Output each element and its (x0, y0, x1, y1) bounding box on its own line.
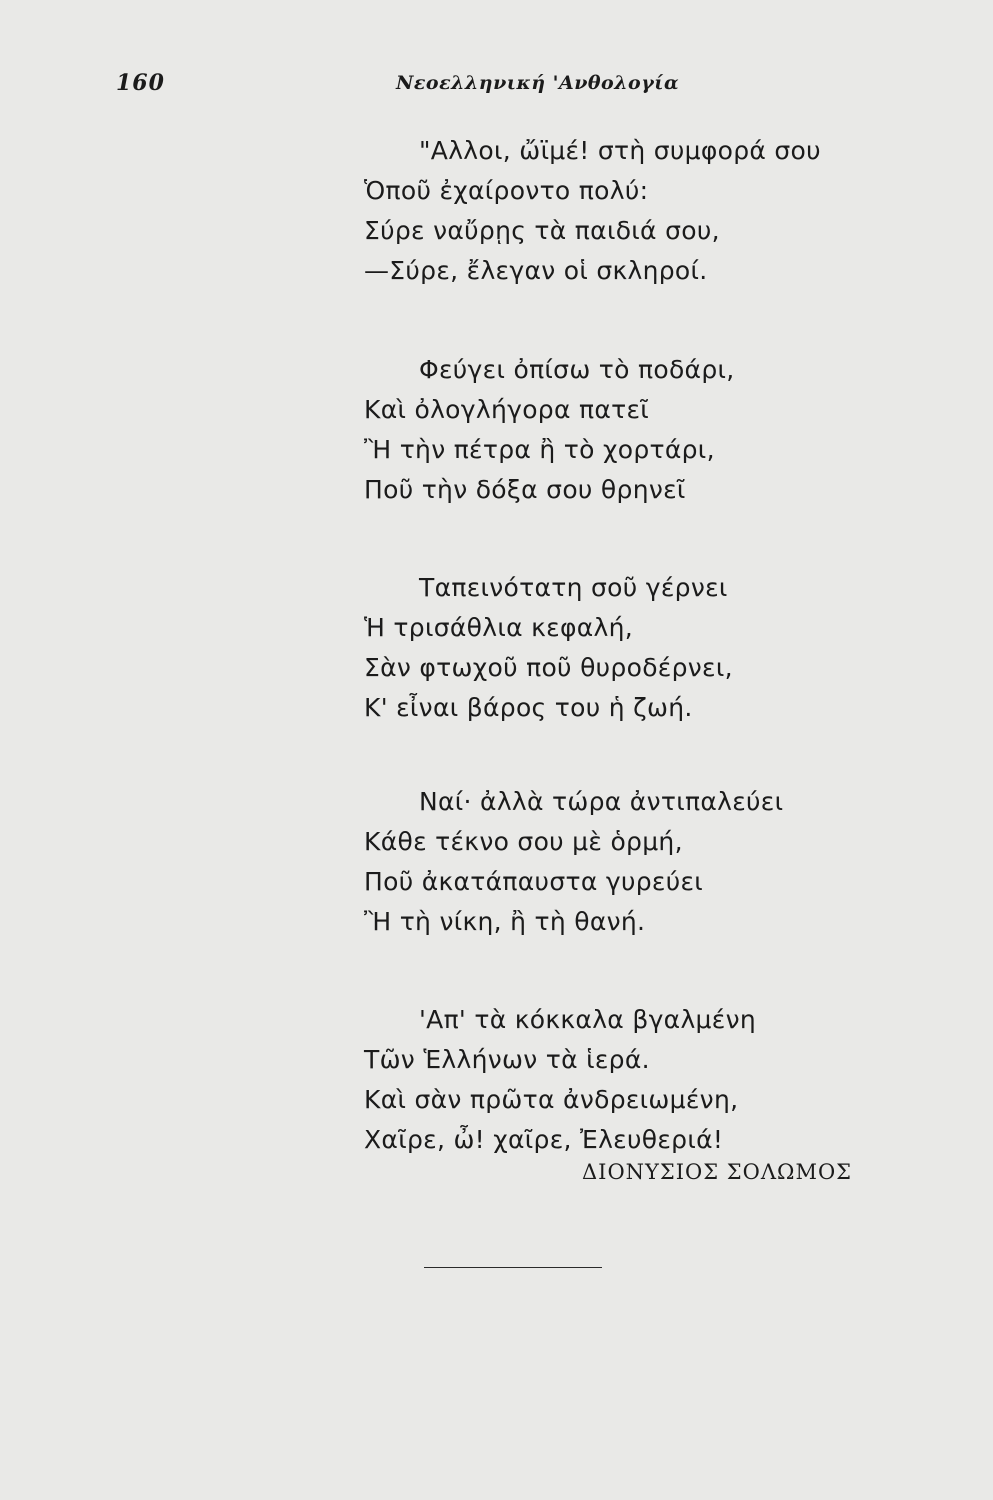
verse-line: Σὰν φτωχοῦ ποῦ θυροδέρνει, (364, 653, 733, 682)
stanza-3 (364, 568, 733, 728)
stanza-4 (364, 782, 783, 942)
stanza-5 (364, 1000, 756, 1160)
stanza-1 (364, 131, 821, 291)
verse-line: Χαῖρε, ὦ! χαῖρε, Ἐλευθεριά! (364, 1125, 724, 1154)
verse-line: Ἡ τρισάθλια κεφαλή, (364, 613, 634, 642)
verse-line: Καὶ σὰν πρῶτα ἀνδρειωμένη, (364, 1085, 739, 1114)
verse-line: Ποῦ ἀκατάπαυστα γυρεύει (364, 867, 704, 896)
verse-line: Κ' εἶναι βάρος του ἡ ζωή. (364, 693, 693, 722)
verse-line: Σύρε ναὔρῃς τὰ παιδιά σου, (364, 216, 720, 245)
verse-line: —Σύρε, ἔλεγαν οἱ σκληροί. (364, 256, 708, 285)
verse-line: Καὶ ὀλογλήγορα πατεῖ (364, 395, 650, 424)
author-signature: ΔΙΟΝΥΣΙΟΣ ΣΟΛΩΜΟΣ (582, 1160, 853, 1184)
verse-line: Ὁποῦ ἐχαίροντο πολύ: (364, 176, 649, 205)
verse-line: Κάθε τέκνο σου μὲ ὁρμή, (364, 827, 683, 856)
verse-line: Τῶν Ἑλλήνων τὰ ἱερά. (364, 1045, 650, 1074)
verse-line: "Αλλοι, ὤϊμέ! στὴ συμφορά σου (419, 136, 821, 165)
verse-line: 'Απ' τὰ κόκκαλα βγαλμένη (419, 1005, 756, 1034)
page-number: 160 (116, 70, 165, 96)
verse-line: Ταπεινότατη σοῦ γέρνει (419, 573, 728, 602)
verse-line: Ποῦ τὴν δόξα σου θρηνεῖ (364, 475, 686, 504)
verse-line: Ναί· ἀλλὰ τώρα ἀντιπαλεύει (419, 787, 784, 816)
verse-line: Φεύγει ὀπίσω τὸ ποδάρι, (419, 355, 735, 384)
running-title: Νεοελληνική 'Ανθολογία (396, 72, 680, 94)
stanza-2 (364, 350, 735, 510)
verse-line: Ἢ τὴ νίκη, ἢ τὴ θανή. (364, 907, 646, 936)
verse-line: Ἢ τὴν πέτρα ἢ τὸ χορτάρι, (364, 435, 715, 464)
end-divider (424, 1267, 602, 1268)
